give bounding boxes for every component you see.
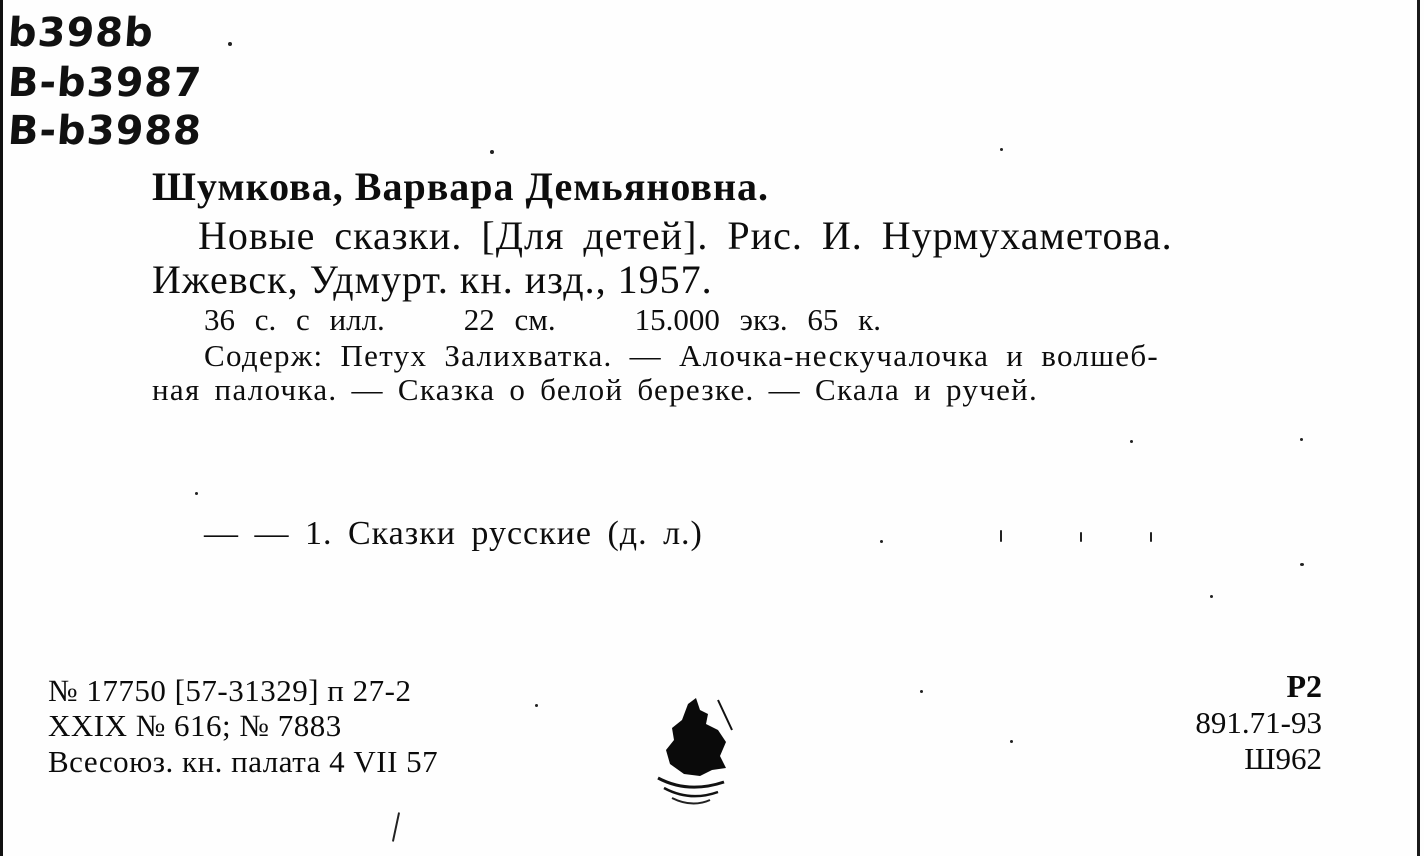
- card-right-edge: [1417, 0, 1420, 856]
- speck: [1210, 595, 1213, 598]
- contents-note-line-2: ная палочка. — Сказка о белой березке. — Скала и ручей.: [152, 372, 1039, 407]
- handwritten-number-1: b398b: [6, 10, 156, 56]
- speck: [1000, 148, 1003, 151]
- physical-description: 36 с. с илл. 22 см. 15.000 экз. 65 к.: [204, 302, 881, 337]
- speck: [490, 150, 494, 154]
- udc-number: 891.71-93: [1195, 705, 1322, 740]
- speck: [1080, 532, 1082, 542]
- registry-line-1: № 17750 [57-31329] п 27-2: [48, 673, 412, 708]
- card-left-edge: [0, 0, 3, 856]
- speck: [1130, 440, 1133, 443]
- speck: [920, 690, 923, 693]
- book-title: Новые сказки. [Для детей]. Рис. И. Нурмухаметова.: [198, 213, 1173, 258]
- registry-line-2: XXIX № 616; № 7883: [48, 708, 342, 743]
- speck: [1010, 740, 1013, 743]
- contents-note-line-1: Содерж: Петух Залихватка. — Алочка-нескучалочка и волшеб-: [204, 338, 1160, 373]
- speck: [535, 704, 538, 707]
- speck: [1000, 530, 1002, 542]
- speck: [1300, 438, 1303, 441]
- author-mark: Ш962: [1244, 741, 1322, 776]
- speck: [1300, 563, 1304, 566]
- subject-heading: — — 1. Сказки русские (д. л.): [204, 515, 703, 552]
- ink-stamp-icon: [648, 690, 738, 810]
- speck: [1150, 532, 1152, 542]
- handwritten-number-3: B-b3988: [6, 108, 204, 154]
- imprint: Ижевск, Удмурт. кн. изд., 1957.: [152, 257, 713, 302]
- speck: [195, 492, 198, 495]
- author-heading: Шумкова, Варвара Демьяновна.: [152, 164, 770, 209]
- handwritten-number-2: B-b3987: [6, 60, 204, 106]
- speck: [392, 812, 400, 842]
- speck: [228, 42, 232, 46]
- registry-line-3: Всесоюз. кн. палата 4 VII 57: [48, 744, 439, 779]
- classification-index: Р2: [1286, 668, 1322, 704]
- speck: [880, 540, 883, 543]
